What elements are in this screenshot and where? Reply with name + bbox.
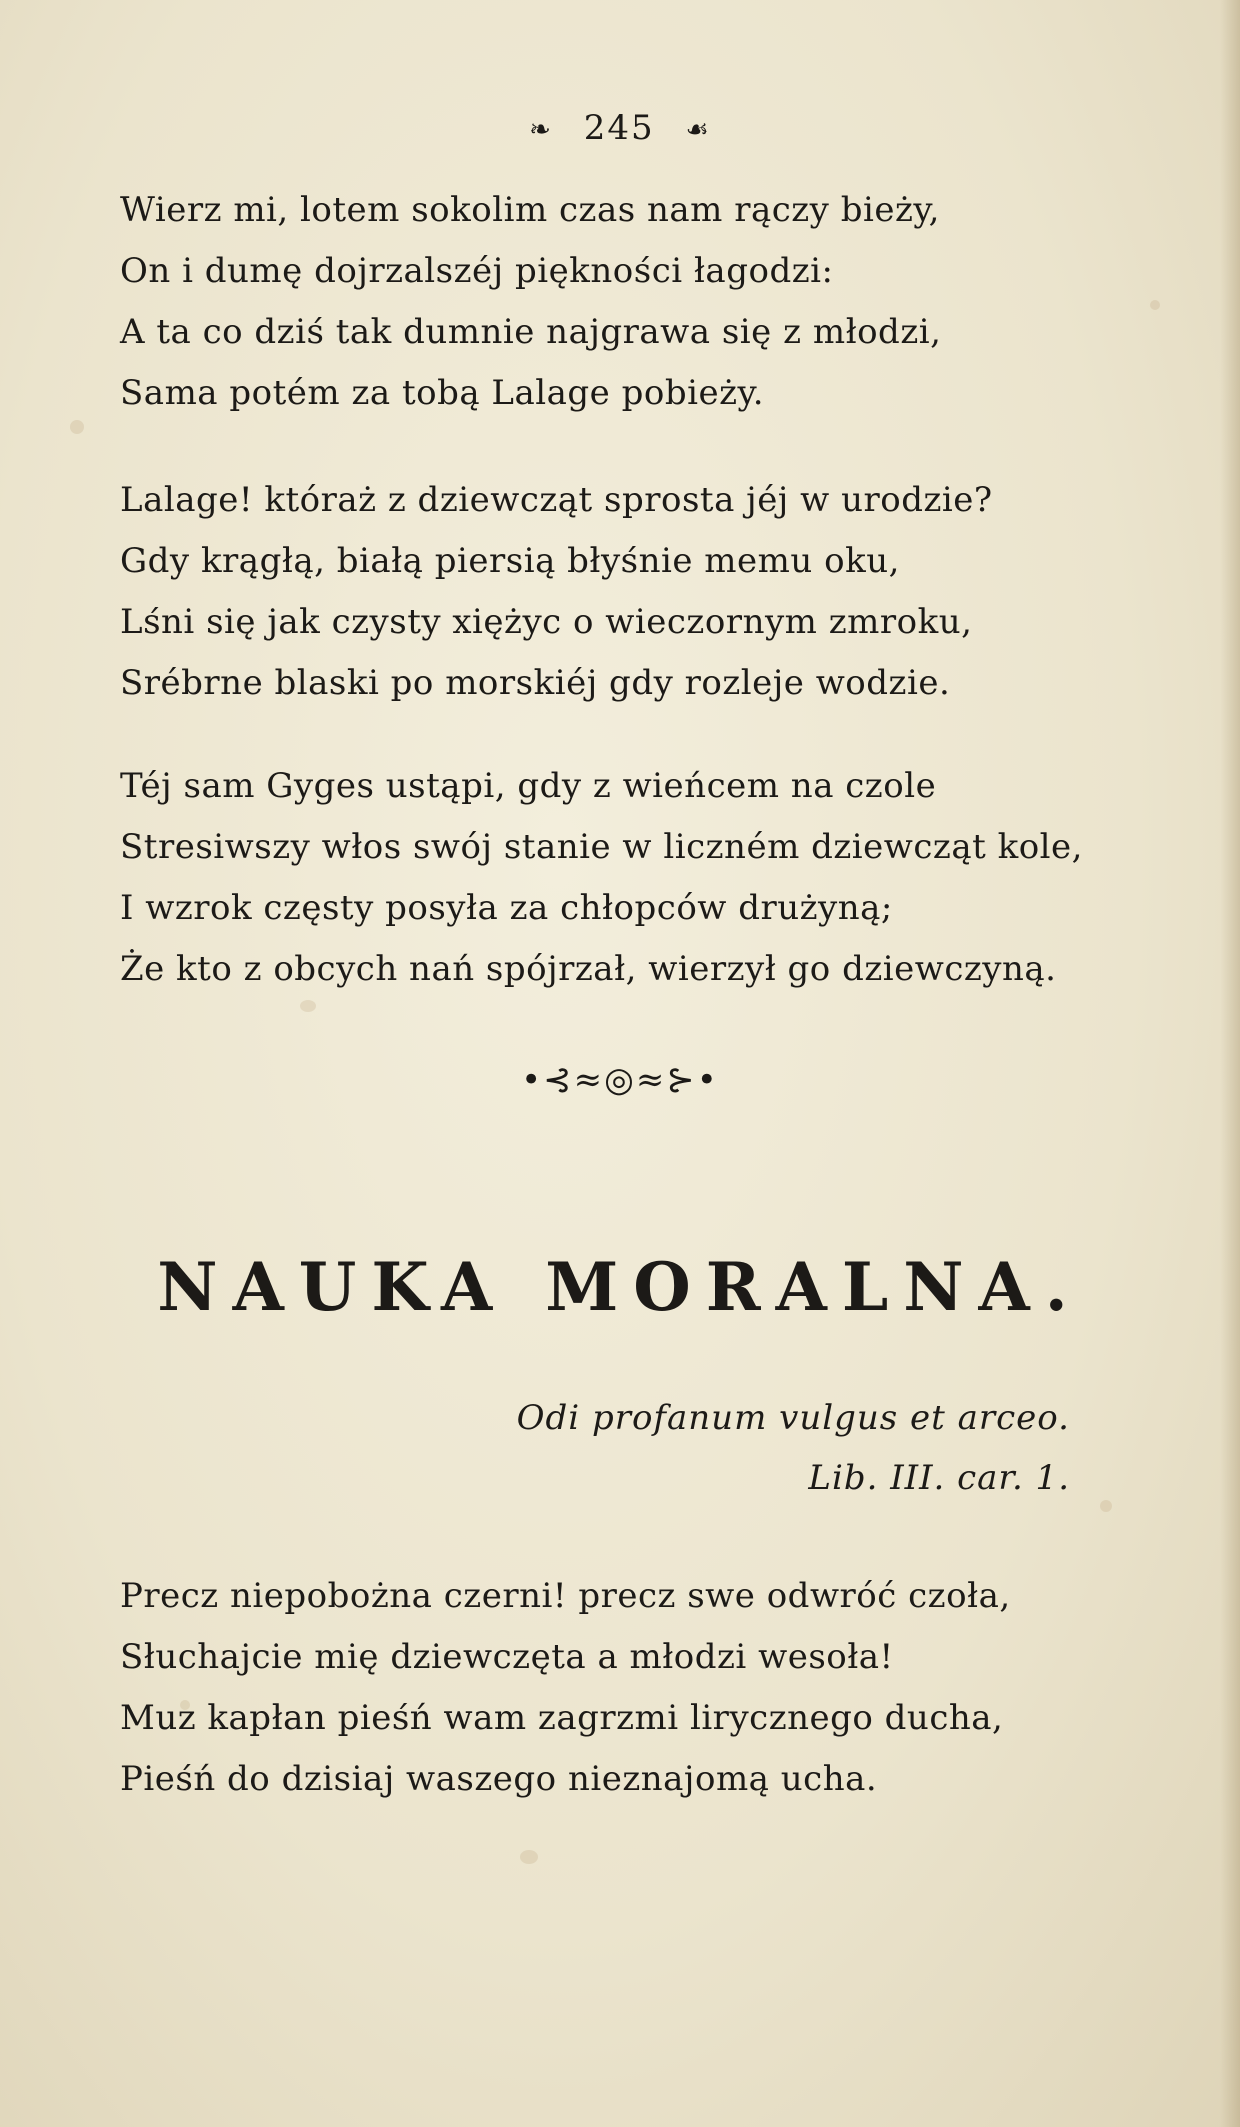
stanza-1 <box>120 180 1140 424</box>
foxing-spot <box>70 420 84 434</box>
verse-line: Lalage! któraż z dziewcząt sprosta jéj w urodzie? <box>120 480 993 520</box>
verse-line: Słuchajcie mię dziewczęta a młodzi wesoła! <box>120 1637 894 1677</box>
verse-line: Srébrne blaski po morskiéj gdy rozleje wodzie. <box>120 663 951 703</box>
verse-line: Muz kapłan pieśń wam zagrzmi lirycznego ducha, <box>120 1698 1004 1738</box>
verse-line: Pieśń do dzisiaj waszego nieznajomą ucha. <box>120 1759 878 1799</box>
epigraph-source: Lib. III. car. 1. <box>808 1458 1070 1498</box>
verse-line: Precz niepobożna czerni! precz swe odwróć czoła, <box>120 1576 1011 1616</box>
verse-line: Stresiwszy włos swój stanie w liczném dziewcząt kole, <box>120 827 1083 867</box>
verse-line: Wierz mi, lotem sokolim czas nam rączy bieży, <box>120 190 940 230</box>
verse-line: Téj sam Gyges ustąpi, gdy z wieńcem na czole <box>120 766 937 806</box>
verse-line: On i dumę dojrzalszéj piękności łagodzi: <box>120 251 834 291</box>
left-fleuron-icon: ❧ <box>529 115 553 145</box>
stanza-2 <box>120 470 1140 714</box>
epigraph-quote: Odi profanum vulgus et arceo. <box>516 1398 1070 1438</box>
verse-line: Gdy krągłą, białą piersią błyśnie memu oku, <box>120 541 900 581</box>
stanza-3 <box>120 756 1140 1000</box>
poem-title: NAUKA MORALNA. <box>157 1248 1083 1326</box>
foxing-spot <box>300 1000 316 1012</box>
page-header <box>0 108 1240 148</box>
foxing-spot <box>1100 1500 1112 1512</box>
foxing-spot <box>520 1850 538 1864</box>
foxing-spot <box>1150 300 1160 310</box>
right-fleuron-icon: ☙ <box>685 115 711 145</box>
page-number: 245 <box>583 108 655 148</box>
verse-line: A ta co dziś tak dumnie najgrawa się z młodzi, <box>120 312 942 352</box>
verse-line: I wzrok częsty posyła za chłopców drużyną; <box>120 888 893 928</box>
verse-line: Że kto z obcych nań spójrzał, wierzył go dziewczyną. <box>120 949 1057 989</box>
verse-line: Lśni się jak czysty xiężyc o wieczornym zmroku, <box>120 602 973 642</box>
stanza-final <box>120 1566 1140 1810</box>
ornamental-divider: •⊰≈◎≈⊱• <box>521 1060 719 1100</box>
verse-line: Sama potém za tobą Lalage pobieży. <box>120 373 765 413</box>
